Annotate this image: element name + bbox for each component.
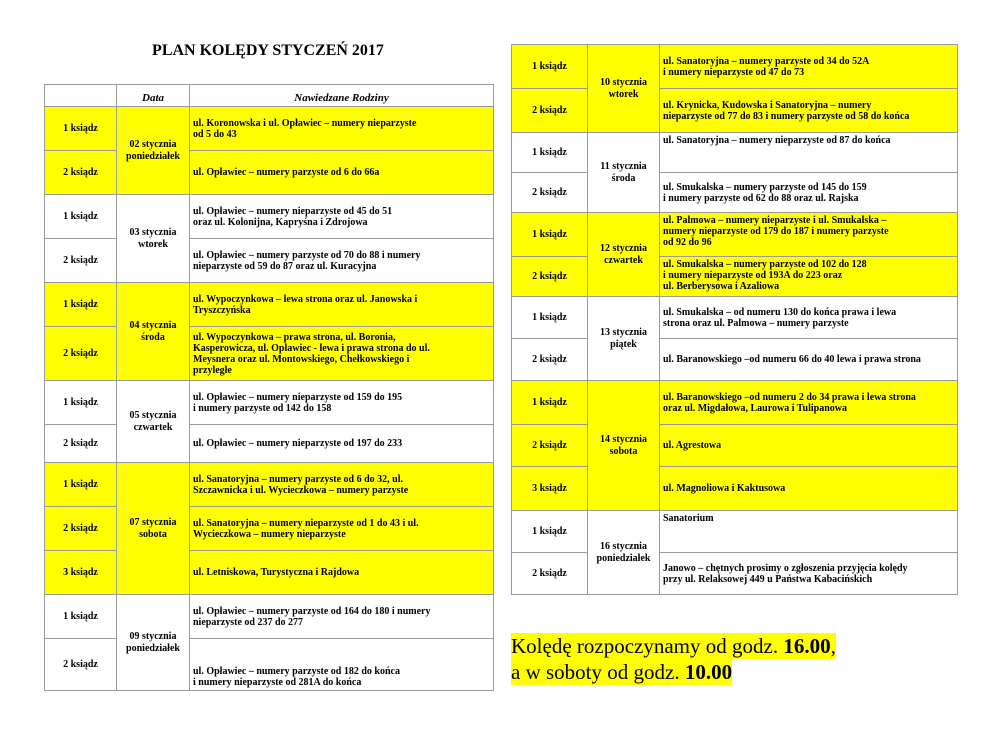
priest-cell: 1 ksiądz (45, 107, 117, 151)
families-cell (660, 213, 958, 257)
priest-cell: 1 ksiądz (512, 45, 588, 89)
families-cell (660, 173, 958, 213)
schedule-row (45, 151, 494, 195)
priest-cell: 2 ksiądz (512, 257, 588, 297)
schedule-row (45, 507, 494, 551)
priest-cell: 1 ksiądz (512, 511, 588, 553)
families-line: nieparzyste od 77 do 83 i numery parzyste od 58 do końca (663, 110, 910, 122)
saturday-start-time: 10.00 (684, 660, 733, 684)
schedule-row (45, 595, 494, 639)
date-weekday: sobota (139, 528, 167, 540)
families-line: ul. Baranowskiego –od numeru 66 do 40 lewa i prawa strona (663, 354, 921, 365)
families-line: nieparzyste od 237 do 277 (193, 616, 303, 628)
priest-cell: 2 ksiądz (45, 425, 117, 463)
date-weekday: poniedziałek (126, 642, 180, 654)
families-line: Szczawnicka i ul. Wycieczkowa – numery parzyste (193, 484, 409, 496)
schedule-row (512, 133, 958, 173)
families-cell (660, 467, 958, 511)
families-line: ul. Smukalska – numery parzyste od 102 do 128 (663, 259, 867, 270)
date-cell (117, 463, 190, 595)
schedule-row (45, 283, 494, 327)
date-weekday: wtorek (608, 88, 639, 100)
date-day: 12 stycznia (600, 242, 647, 254)
weekday-start-time: 16.00 (783, 634, 831, 658)
date-day: 09 stycznia (129, 630, 177, 642)
families-cell (190, 107, 494, 151)
date-weekday: czwartek (604, 254, 643, 266)
date-cell (588, 133, 660, 213)
families-line: ul. Sanatoryjna – numery parzyste od 34 do 52A (663, 55, 870, 67)
date-cell (117, 107, 190, 195)
note-line-1 (511, 633, 836, 659)
families-line: i numery parzyste od 62 do 88 oraz ul. Rajska (663, 192, 859, 204)
families-cell (660, 553, 958, 595)
families-line: Janowo – chętnych prosimy o zgłoszenia przyjęcia kolędy (663, 562, 908, 574)
schedule-row (512, 467, 958, 511)
families-line: przyległe (193, 364, 232, 376)
families-line: strona oraz ul. Palmowa – numery parzyste (663, 317, 849, 329)
families-line: ul. Sanatoryjna – numery nieparzyste od 87 do końca (663, 135, 891, 146)
families-line: ul. Opławiec – numery nieparzyste od 159 do 195 (193, 391, 403, 403)
families-cell (190, 639, 494, 691)
date-cell (588, 297, 660, 381)
families-cell (660, 257, 958, 297)
families-line: oraz ul. Migdałowa, Laurowa i Tulipanowa (663, 402, 848, 414)
date-day: 02 stycznia (129, 138, 177, 150)
priest-cell: 1 ksiądz (512, 381, 588, 425)
families-cell (190, 151, 494, 195)
families-cell (190, 507, 494, 551)
families-line: ul. Palmowa – numery nieparzyste i ul. Smukalska – (663, 215, 887, 226)
families-line: i numery nieparzyste od 193A do 223 oraz (663, 270, 843, 281)
date-day: 04 stycznia (129, 319, 177, 331)
priest-cell: 1 ksiądz (512, 297, 588, 339)
families-line: i numery nieparzyste od 47 do 73 (663, 66, 805, 78)
schedule-row (512, 339, 958, 381)
priest-cell: 2 ksiądz (45, 151, 117, 195)
priest-cell: 1 ksiądz (45, 283, 117, 327)
families-line: Tryszczyńska (193, 304, 251, 316)
date-cell (117, 595, 190, 691)
families-line: ul. Agrestowa (663, 440, 722, 451)
priest-cell: 2 ksiądz (512, 339, 588, 381)
families-line: Wycieczkowa – numery nieparzyste (193, 528, 346, 540)
families-cell (190, 463, 494, 507)
families-cell (660, 425, 958, 467)
families-cell (660, 89, 958, 133)
date-cell (117, 195, 190, 283)
families-cell (660, 381, 958, 425)
priest-cell: 2 ksiądz (512, 553, 588, 595)
families-cell (660, 133, 958, 173)
date-cell (588, 381, 660, 511)
date-day: 16 stycznia (600, 540, 647, 552)
families-line: ul. Magnoliowa i Kaktusowa (663, 483, 786, 494)
families-cell (190, 283, 494, 327)
schedule-row (45, 425, 494, 463)
families-cell (190, 327, 494, 381)
schedule-row (45, 551, 494, 595)
header-empty (45, 85, 117, 107)
families-cell (190, 425, 494, 463)
priest-cell: 2 ksiądz (45, 639, 117, 691)
schedule-row (45, 327, 494, 381)
families-cell (190, 239, 494, 283)
priest-cell: 1 ksiądz (512, 133, 588, 173)
schedule-row (512, 173, 958, 213)
families-cell (190, 195, 494, 239)
date-day: 14 stycznia (600, 433, 647, 445)
families-cell (190, 381, 494, 425)
date-weekday: poniedziałek (596, 552, 651, 564)
priest-cell: 1 ksiądz (45, 463, 117, 507)
schedule-row (512, 213, 958, 257)
families-cell (660, 511, 958, 553)
families-line: ul. Letniskowa, Turystyczna i Rajdowa (193, 567, 360, 578)
note-line-2 (511, 659, 732, 685)
schedule-row (45, 639, 494, 691)
priest-cell: 1 ksiądz (45, 595, 117, 639)
families-line: ul. Sanatoryjna – numery parzyste od 6 do 32, ul. (193, 473, 404, 485)
families-line: ul. Opławiec – numery parzyste od 70 do 88 i numery (193, 249, 421, 261)
families-line: i numery parzyste od 142 do 158 (193, 402, 332, 414)
families-line: Sanatorium (663, 513, 714, 524)
priest-cell: 2 ksiądz (512, 173, 588, 213)
schedule-row (512, 89, 958, 133)
date-weekday: sobota (609, 445, 638, 457)
priest-cell: 2 ksiądz (45, 239, 117, 283)
families-line: numery nieparzyste od 179 do 187 i numery parzyste (663, 226, 889, 237)
families-line: ul. Smukalska – od numeru 130 do końca prawa i lewa (663, 306, 897, 318)
families-line: ul. Wypoczynkowa – lewa strona oraz ul. Janowska i (193, 293, 418, 305)
families-line: oraz ul. Kolonijna, Kapryśna i Zdrojowa (193, 216, 368, 228)
priest-cell: 1 ksiądz (512, 213, 588, 257)
schedule-row (45, 463, 494, 507)
families-line: Meysnera oraz ul. Montowskiego, Chełkowskiego i (193, 353, 410, 365)
families-line: od 5 do 43 (193, 128, 237, 140)
families-line: ul. Opławiec – numery parzyste od 164 do 180 i numery (193, 605, 431, 617)
page-title: PLAN KOLĘDY STYCZEŃ 2017 (152, 42, 384, 59)
start-time-note (511, 633, 836, 685)
note-line-1-prefix: Kolędę rozpoczynamy od godz. (511, 634, 784, 658)
date-cell (588, 45, 660, 133)
families-line: ul. Opławiec – numery nieparzyste od 197 do 233 (193, 438, 403, 449)
date-weekday: czwartek (133, 421, 173, 433)
families-line: ul. Baranowskiego –od numeru 2 do 34 prawa i lewa strona (663, 391, 916, 403)
date-cell (588, 213, 660, 297)
schedule-row (512, 381, 958, 425)
date-day: 05 stycznia (129, 409, 177, 421)
schedule-table-left (44, 84, 494, 691)
header-date: Data (117, 85, 190, 107)
priest-cell: 1 ksiądz (45, 195, 117, 239)
families-line: ul. Koronowska i ul. Opławiec – numery nieparzyste (193, 117, 417, 129)
date-day: 13 stycznia (600, 326, 647, 338)
schedule-row (512, 257, 958, 297)
families-line: ul. Wypoczynkowa – prawa strona, ul. Boronia, (193, 331, 396, 343)
families-line: ul. Sanatoryjna – numery nieparzyste od 1 do 43 i ul. (193, 517, 419, 529)
priest-cell: 1 ksiądz (45, 381, 117, 425)
date-weekday: poniedziałek (126, 150, 180, 162)
families-line: ul. Krynicka, Kudowska i Sanatoryjna – numery (663, 99, 872, 111)
priest-cell: 2 ksiądz (512, 425, 588, 467)
families-cell (660, 45, 958, 89)
families-line: ul. Berberysowa i Azaliowa (663, 281, 780, 292)
date-day: 11 stycznia (600, 160, 647, 172)
schedule-row (45, 239, 494, 283)
date-cell (117, 381, 190, 463)
families-cell (660, 339, 958, 381)
date-day: 10 stycznia (600, 76, 647, 88)
families-cell (660, 297, 958, 339)
priest-cell: 2 ksiądz (45, 507, 117, 551)
families-line: ul. Opławiec – numery parzyste od 182 do końca (193, 666, 400, 677)
schedule-table-right (511, 44, 958, 595)
priest-cell: 2 ksiądz (45, 327, 117, 381)
schedule-row (512, 45, 958, 89)
priest-cell: 3 ksiądz (512, 467, 588, 511)
families-line: od 92 do 96 (663, 237, 712, 248)
date-cell (117, 283, 190, 381)
families-line: ul. Opławiec – numery parzyste od 6 do 66a (193, 167, 380, 178)
note-line-1-suffix: , (830, 634, 836, 658)
schedule-row (512, 553, 958, 595)
schedule-row (45, 107, 494, 151)
families-line: nieparzyste od 59 do 87 oraz ul. Kuracyjna (193, 260, 377, 272)
priest-cell: 2 ksiądz (512, 89, 588, 133)
families-line: ul. Opławiec – numery nieparzyste od 45 do 51 (193, 205, 393, 217)
date-cell (588, 511, 660, 595)
families-line: Kasperowicza, ul. Opławiec - lewa i prawa strona do ul. (193, 342, 430, 354)
schedule-row (512, 297, 958, 339)
schedule-row (45, 381, 494, 425)
families-line: i numery nieparzyste od 281A do końca (193, 677, 362, 688)
families-cell (190, 595, 494, 639)
date-weekday: środa (611, 172, 636, 184)
schedule-row (512, 511, 958, 553)
note-line-2-prefix: a w soboty od godz. (511, 660, 685, 684)
date-day: 03 stycznia (129, 226, 177, 238)
families-cell (190, 551, 494, 595)
families-line: przy ul. Relaksowej 449 u Państwa Kabacińskich (663, 573, 873, 585)
schedule-row (512, 425, 958, 467)
date-day: 07 stycznia (129, 516, 177, 528)
schedule-row (45, 195, 494, 239)
families-line: ul. Smukalska – numery parzyste od 145 do 159 (663, 181, 867, 193)
header-families: Nawiedzane Rodziny (190, 85, 494, 107)
date-weekday: środa (141, 331, 165, 343)
priest-cell: 3 ksiądz (45, 551, 117, 595)
date-weekday: piątek (610, 338, 637, 350)
date-weekday: wtorek (138, 238, 168, 250)
